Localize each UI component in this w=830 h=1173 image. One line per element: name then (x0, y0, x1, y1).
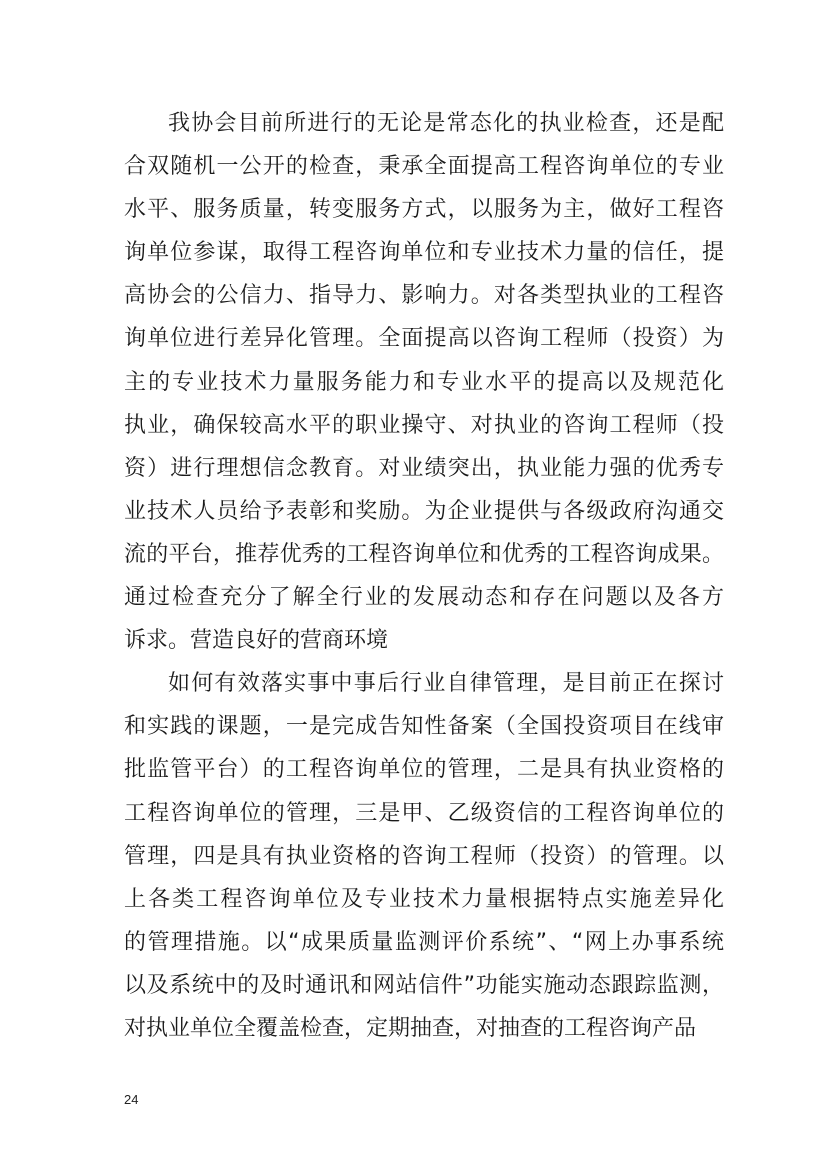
text-line: 批监管平台）的工程咨询单位的管理，二是具有执业资格的 (124, 757, 724, 783)
text-line: 上各类工程咨询单位及专业技术力量根据特点实施差异化 (124, 886, 724, 912)
text-line: 高协会的公信力、指导力、影响力。对各类型执业的工程咨 (124, 283, 724, 309)
text-line: 主的专业技术力量服务能力和专业水平的提高以及规范化 (124, 369, 724, 395)
text-line: 流的平台，推荐优秀的工程咨询单位和优秀的工程咨询成果。 (124, 541, 724, 567)
text-line: 和实践的课题，一是完成告知性备案（全国投资项目在线审 (124, 714, 724, 740)
body-text (124, 102, 724, 1050)
text-line: 诉求。营造良好的营商环境 (124, 628, 389, 654)
text-line: 询单位进行差异化管理。全面提高以咨询工程师（投资）为 (124, 326, 724, 352)
text-line: 询单位参谋，取得工程咨询单位和专业技术力量的信任，提 (124, 240, 724, 266)
text-line: 对执业单位全覆盖检查，定期抽查，对抽查的工程咨询产品 (124, 1015, 697, 1041)
text-line: 工程咨询单位的管理，三是甲、乙级资信的工程咨询单位的 (124, 800, 724, 826)
text-line: 合双随机一公开的检查，秉承全面提高工程咨询单位的专业 (124, 154, 724, 180)
text-line: 业技术人员给予表彰和奖励。为企业提供与各级政府沟通交 (124, 498, 724, 524)
text-line: 的管理措施。以“成果质量监测评价系统”、“网上办事系统 (124, 929, 724, 955)
text-line: 执业，确保较高水平的职业操守、对执业的咨询工程师（投 (124, 412, 724, 438)
text-line: 水平、服务质量，转变服务方式，以服务为主，做好工程咨 (124, 197, 724, 223)
text-line: 我协会目前所进行的无论是常态化的执业检查，还是配 (168, 111, 724, 136)
paragraph (124, 662, 724, 1050)
paragraph (124, 102, 724, 662)
text-line: 通过检查充分了解全行业的发展动态和存在问题以及各方 (124, 585, 724, 611)
text-line: 资）进行理想信念教育。对业绩突出，执业能力强的优秀专 (124, 455, 724, 481)
text-line: 以及系统中的及时通讯和网站信件”功能实施动态跟踪监测， (124, 972, 724, 998)
page-number: 24 (124, 1092, 139, 1107)
text-line: 如何有效落实事中事后行业自律管理，是目前正在探讨 (168, 671, 724, 697)
text-line: 管理，四是具有执业资格的咨询工程师（投资）的管理。以 (124, 843, 724, 869)
